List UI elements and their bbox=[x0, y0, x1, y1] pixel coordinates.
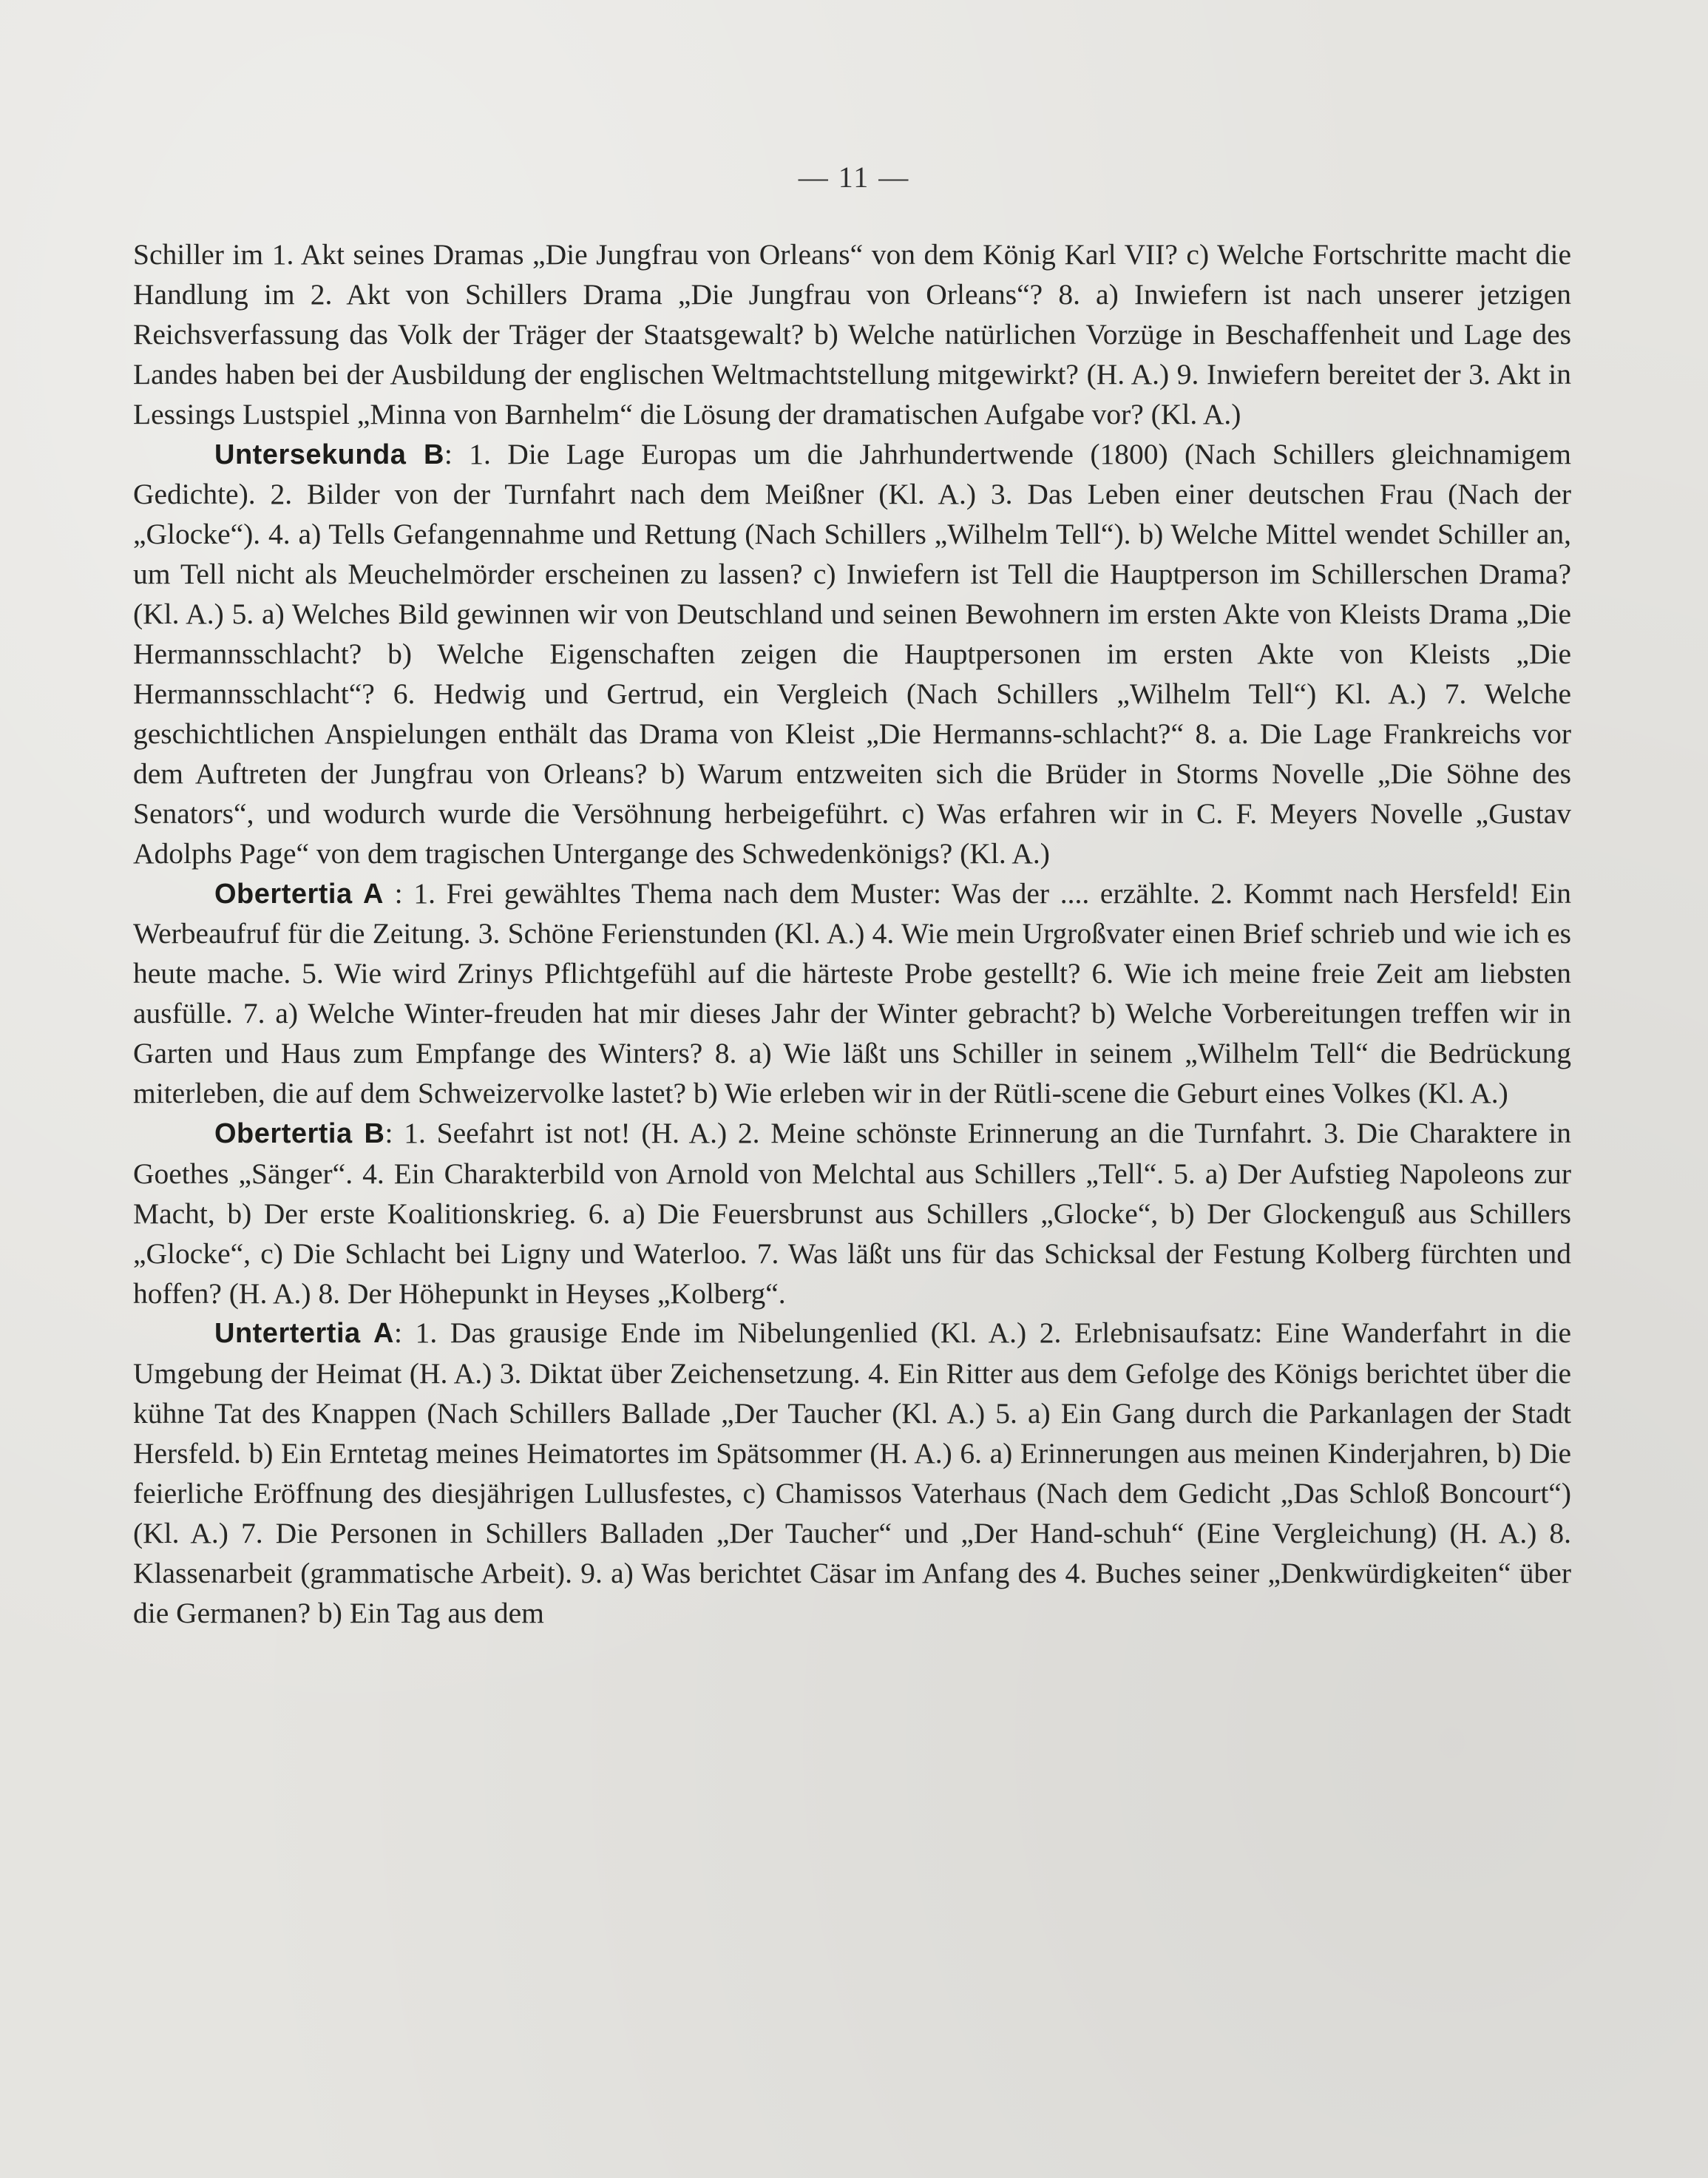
heading-separator: : bbox=[394, 1316, 416, 1350]
heading-separator: : bbox=[384, 876, 414, 910]
intro-paragraph: Schiller im 1. Akt seines Dramas „Die Jungfrau von Orleans“ von dem König Karl VII? c) Welche Fortschritte macht die Handlung im 2. Akt von Schillers Drama „Die Jungfrau von Orleans“? 8. a) Inwiefern ist nach unserer jetzigen Reichsverfassung das Volk der Träger der Staatsgewalt? b) Welche natürlichen Vorzüge in Beschaffenheit und Lage des Landes haben bei der Ausbildung der englischen Weltmachtstellung mitgewirkt? (H. A.) 9. Inwiefern bereitet der 3. Akt in Lessings Lustspiel „Minna von Barnhelm“ die Lösung der dramatischen Aufgabe vor? (Kl. A.) bbox=[133, 238, 1571, 430]
section-heading: Untertertia A bbox=[214, 1318, 394, 1350]
section-heading: Obertertia A bbox=[214, 878, 384, 910]
heading-separator: : bbox=[444, 437, 470, 470]
heading-separator: : bbox=[384, 1116, 404, 1149]
section-text: 1. Frei gewähltes Thema nach dem Muster: Was der .... erzählte. 2. Kommt nach Hersfeld! Ein Werbeaufruf für die Zeitung. 3. Schöne Ferienstunden (Kl. A.) 4. Wie mein Urgroßvater einen Brief schrieb und wie ich es heute mache. 5. Wie wird Zrinys Pflichtgefühl auf die härteste Probe gestellt? 6. Wie ich meine freie Zeit am liebsten ausfülle. 7. a) Welche Winter-freuden hat mir dieses Jahr der Winter gebracht? b) Welche Vorbereitungen treffen wir in Garten und Haus zum Empfange des Winters? 8. a) Wie läßt uns Schiller in seinem „Wilhelm Tell“ die Bedrückung miterleben, die auf dem Schweizervolke lastet? b) Wie erleben wir in der Rütli-scene die Geburt eines Volkes (Kl. A.) bbox=[133, 876, 1571, 1110]
section-heading: Obertertia B bbox=[214, 1117, 385, 1149]
main-text bbox=[133, 235, 1571, 1634]
page-number: — 11 — bbox=[798, 160, 910, 194]
section-text: 1. Seefahrt ist not! (H. A.) 2. Meine schönste Erinnerung an die Turnfahrt. 3. Die Charaktere in Goethes „Sänger“. 4. Ein Charakterbild von Arnold von Melchtal aus Schillers „Tell“. 5. a) Der Aufstieg Napoleons zur Macht, b) Der erste Koalitionskrieg. 6. a) Die Feuersbrunst aus Schillers „Glocke“, b) Der Glockenguß aus Schillers „Glocke“, c) Die Schlacht bei Ligny und Waterloo. 7. Was läßt uns für das Schicksal der Festung Kolberg fürchten und hoffen? (H. A.) 8. Der Höhepunkt in Heyses „Kolberg“. bbox=[133, 1116, 1571, 1310]
section-text: 1. Das grausige Ende im Nibelungenlied (Kl. A.) 2. Erlebnisaufsatz: Eine Wanderfahrt in die Umgebung der Heimat (H. A.) 3. Diktat über Zeichensetzung. 4. Ein Ritter aus dem Gefolge des Königs berichtet über die kühne Tat des Knappen (Nach Schillers Ballade „Der Taucher (Kl. A.) 5. a) Ein Gang durch die Parkanlagen der Stadt Hersfeld. b) Ein Erntetag meines Heimatortes im Spätsommer (H. A.) 6. a) Erinnerungen aus meinen Kinderjahren, b) Die feierliche Eröffnung des diesjährigen Lullusfestes, c) Chamissos Vaterhaus (Nach dem Gedicht „Das Schloß Boncourt“) (Kl. A.) 7. Die Personen in Schillers Balladen „Der Taucher“ und „Der Hand-schuh“ (Eine Vergleichung) (H. A.) 8. Klassenarbeit (grammatische Arbeit). 9. a) Was berichtet Cäsar im Anfang des 4. Buches seiner „Denkwürdigkeiten“ über die Germanen? b) Ein Tag aus dem bbox=[133, 1316, 1571, 1629]
section-untertertia-a bbox=[133, 1313, 1571, 1633]
section-obertertia-a bbox=[133, 874, 1571, 1114]
section-text: 1. Die Lage Europas um die Jahrhundertwende (1800) (Nach Schillers gleichnamigem Gedichte). 2. Bilder von der Turnfahrt nach dem Meißner (Kl. A.) 3. Das Leben einer deutschen Frau (Nach der „Glocke“). 4. a) Tells Gefangennahme und Rettung (Nach Schillers „Wilhelm Tell“). b) Welche Mittel wendet Schiller an, um Tell nicht als Meuchelmörder erscheinen zu lassen? c) Inwiefern ist Tell die Hauptperson im Schillerschen Drama? (Kl. A.) 5. a) Welches Bild gewinnen wir von Deutschland und seinen Bewohnern im ersten Akte von Kleists Drama „Die Hermannsschlacht? b) Welche Eigenschaften zeigen die Hauptpersonen im ersten Akte von Kleists „Die Hermannsschlacht“? 6. Hedwig und Gertrud, ein Vergleich (Nach Schillers „Wilhelm Tell“) Kl. A.) 7. Welche geschichtlichen Anspielungen enthält das Drama von Kleist „Die Hermanns-schlacht?“ 8. a. Die Lage Frankreichs vor dem Auftreten der Jungfrau von Orleans? b) Warum entzweiten sich die Brüder in Storms Novelle „Die Söhne des Senators“, und wodurch wurde die Versöhnung herbeigeführt. c) Was erfahren wir in C. F. Meyers Novelle „Gustav Adolphs Page“ von dem tragischen Untergange des Schwedenkönigs? (Kl. A.) bbox=[133, 437, 1572, 870]
section-untersekunda-b bbox=[133, 435, 1571, 874]
section-obertertia-b bbox=[133, 1114, 1571, 1314]
section-heading: Untersekunda B bbox=[214, 439, 444, 470]
